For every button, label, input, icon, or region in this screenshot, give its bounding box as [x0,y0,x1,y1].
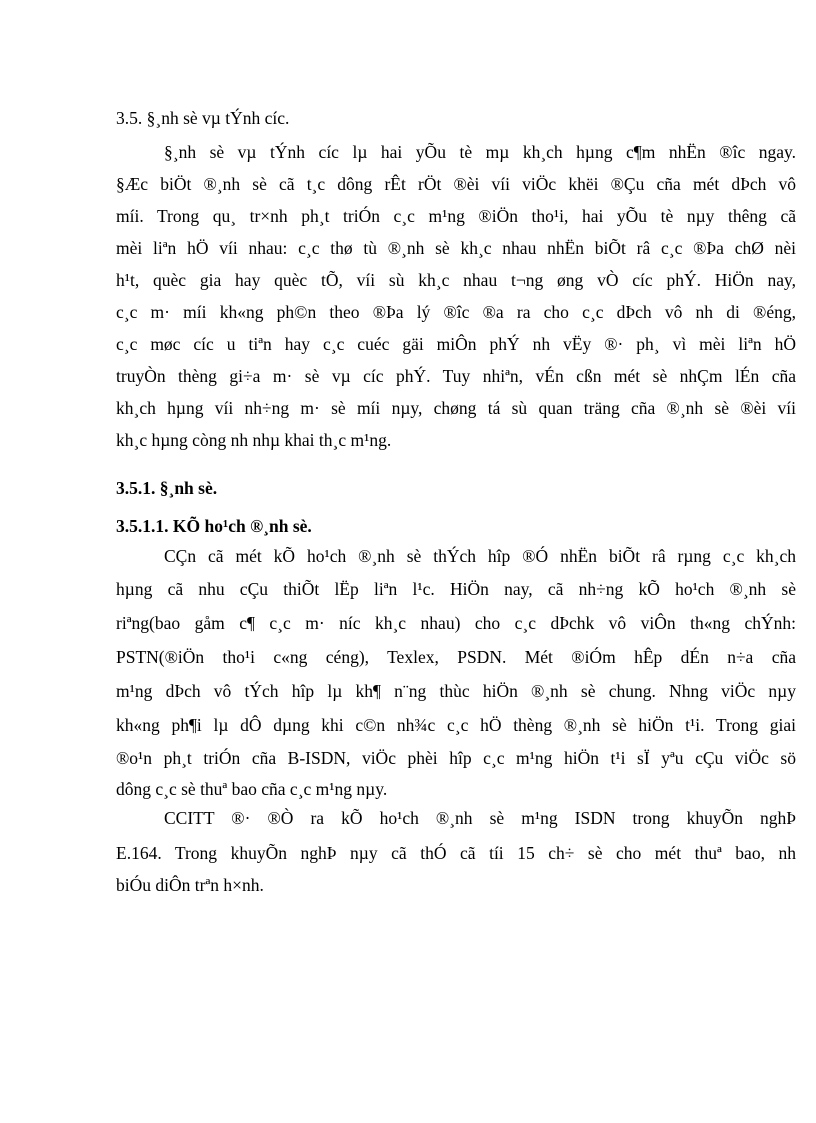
text-line: §Æc biÖt ®¸nh sè cã t¸c dông rÊt rÖt ®èi víi viÖc khëi ®Çu cña mét dÞch vô [116,174,796,194]
text-line: riªng(bao gåm c¶ c¸c m· níc kh¸c nhau) cho c¸c dÞchk vô viÔn th«ng chÝnh: [116,613,796,633]
text-line: mèi liªn hÖ víi nhau: c¸c thø tù ®¸nh sè kh¸c nhau nhËn biÕt râ c¸c ®Þa chØ nèi [116,238,796,258]
section-title: 3.5. §¸nh sè vµ tÝnh cíc. [116,108,290,128]
text-line: E.164. Trong khuyÕn nghÞ nµy cã thÓ cã tíi 15 ch÷ sè cho mét thuª bao, nh [116,843,796,863]
text-line: kh«ng ph¶i lµ dÔ dµng khi c©n nh¾c c¸c hÖ thèng ®¸nh sè hiÖn t¹i. Trong giai [116,715,796,735]
text-line: c¸c møc cíc u tiªn hay c¸c cuéc gäi miÔn phÝ nh vËy ®· ph¸ vì mèi liªn hÖ [116,334,796,354]
subsubsection-title: 3.5.1.1. KÕ ho¹ch ®¸nh sè. [116,516,312,536]
text-line: CCITT ®· ®Ò ra kÕ ho¹ch ®¸nh sè m¹ng ISDN trong khuyÕn nghÞ [164,808,796,828]
text-line: kh¸c hµng còng nh nhµ khai th¸c m¹ng. [116,430,392,450]
subsection-title: 3.5.1. §¸nh sè. [116,478,218,498]
text-line: h¹t, quèc gia hay quèc tÕ, víi sù kh¸c nhau t¬ng øng vÒ cíc phÝ. HiÖn nay, [116,270,796,290]
text-line: kh¸ch hµng víi nh÷ng m· sè míi nµy, chøng tá sù quan träng cña ®¸nh sè ®èi víi [116,398,796,418]
text-line: §¸nh sè vµ tÝnh cíc lµ hai yÕu tè mµ kh¸ch hµng c¶m nhËn ®îc ngay. [164,142,796,162]
text-line: dông c¸c sè thuª bao cña c¸c m¹ng nµy. [116,779,388,799]
text-line: truyÒn thèng gi÷a m· sè vµ cíc phÝ. Tuy nhiªn, vÉn cßn mét sè nhÇm lÉn cña [116,366,796,386]
text-line: biÓu diÔn trªn h×nh. [116,875,264,895]
text-line: míi. Trong qu¸ tr×nh ph¸t triÓn c¸c m¹ng ®iÖn tho¹i, hai yÕu tè nµy thêng cã [116,206,796,226]
text-line: PSTN(®iÖn tho¹i c«ng céng), Texlex, PSDN. Mét ®iÓm hÊp dÉn n÷a cña [116,647,796,667]
text-line: m¹ng dÞch vô tÝch hîp lµ kh¶ n¨ng thùc hiÖn ®¸nh sè chung. Nhng viÖc nµy [116,681,796,701]
text-line: c¸c m· míi kh«ng ph©n theo ®Þa lý ®îc ®a ra cho c¸c dÞch vô nh di ®éng, [116,302,796,322]
text-line: CÇn cã mét kÕ ho¹ch ®¸nh sè thÝch hîp ®Ó nhËn biÕt râ rµng c¸c kh¸ch [164,546,796,566]
text-line: ®o¹n ph¸t triÓn cña B-ISDN, viÖc phèi hîp c¸c m¹ng hiÖn t¹i sÏ yªu cÇu viÖc sö [116,748,796,768]
text-line: hµng cã nhu cÇu thiÕt lËp liªn l¹c. HiÖn nay, cã nh÷ng kÕ ho¹ch ®¸nh sè [116,579,796,599]
